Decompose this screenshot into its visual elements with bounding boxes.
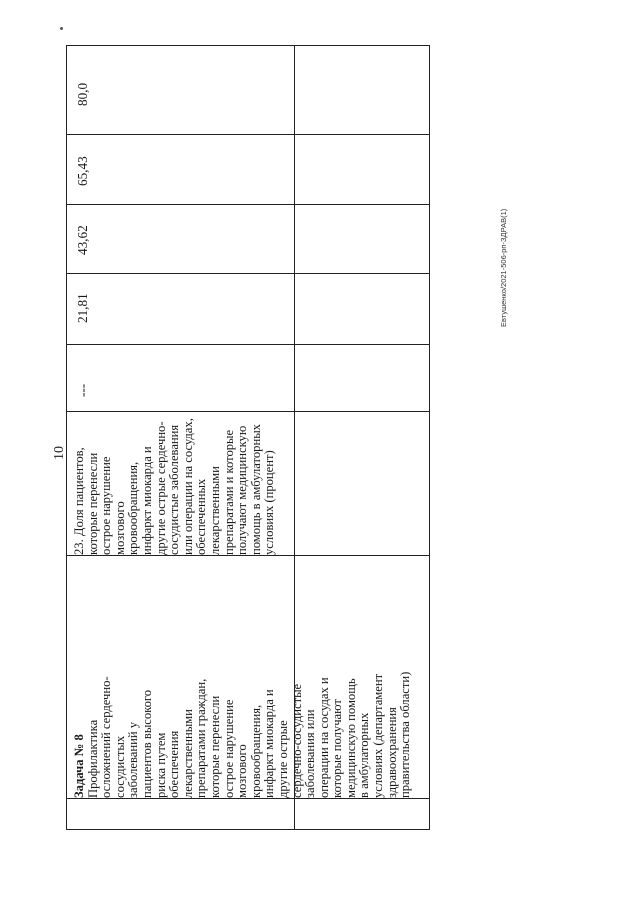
table-row-divider	[66, 411, 430, 412]
document-stamp: Евтушенко/2021-506-рп-ЗДРАВ(1)	[499, 208, 508, 327]
task-cell	[72, 557, 413, 798]
task-title: Задача № 8	[72, 734, 86, 798]
table-row-divider	[66, 798, 430, 799]
table-row-divider	[66, 134, 430, 135]
task-description: Профилактика осложнений сердечно- сосудистых заболеваний у пациентов высокого риска путем обеспечения лекарственными препаратами граждан, которые перенесли острое нарушение мозгового кровообращения, инфаркт миокарда и другие острые сердечно-сосудистые заболевания или операции на сосудах и которые получают медицинскую помощь в амбулаторных условиях (департамент здравоохранения правительства области)	[85, 671, 413, 798]
value-year-4: 80,0	[75, 82, 90, 106]
value-year-3: 65,43	[75, 156, 90, 186]
indicator-cell	[73, 413, 297, 555]
page-number: 10	[52, 446, 67, 460]
base-value: ---	[75, 383, 90, 397]
scan-dot	[60, 27, 63, 30]
table-row-divider	[66, 344, 430, 345]
table-row-divider	[66, 273, 430, 274]
value-year-1: 21,81	[75, 293, 90, 323]
table-row-divider	[66, 555, 430, 556]
indicator-description: 23. Доля пациентов, которые перенесли острое нарушение мозгового кровообращения, инфаркт миокарда и другие острые сердечно- сосудистые заболевания или операции на сосудах, обеспеченных лекарственными препаратами и которые получают медицинскую помощь в амбулаторных условиях (процент)	[72, 418, 277, 555]
value-year-2: 43,62	[75, 225, 90, 255]
table-row-divider	[66, 204, 430, 205]
